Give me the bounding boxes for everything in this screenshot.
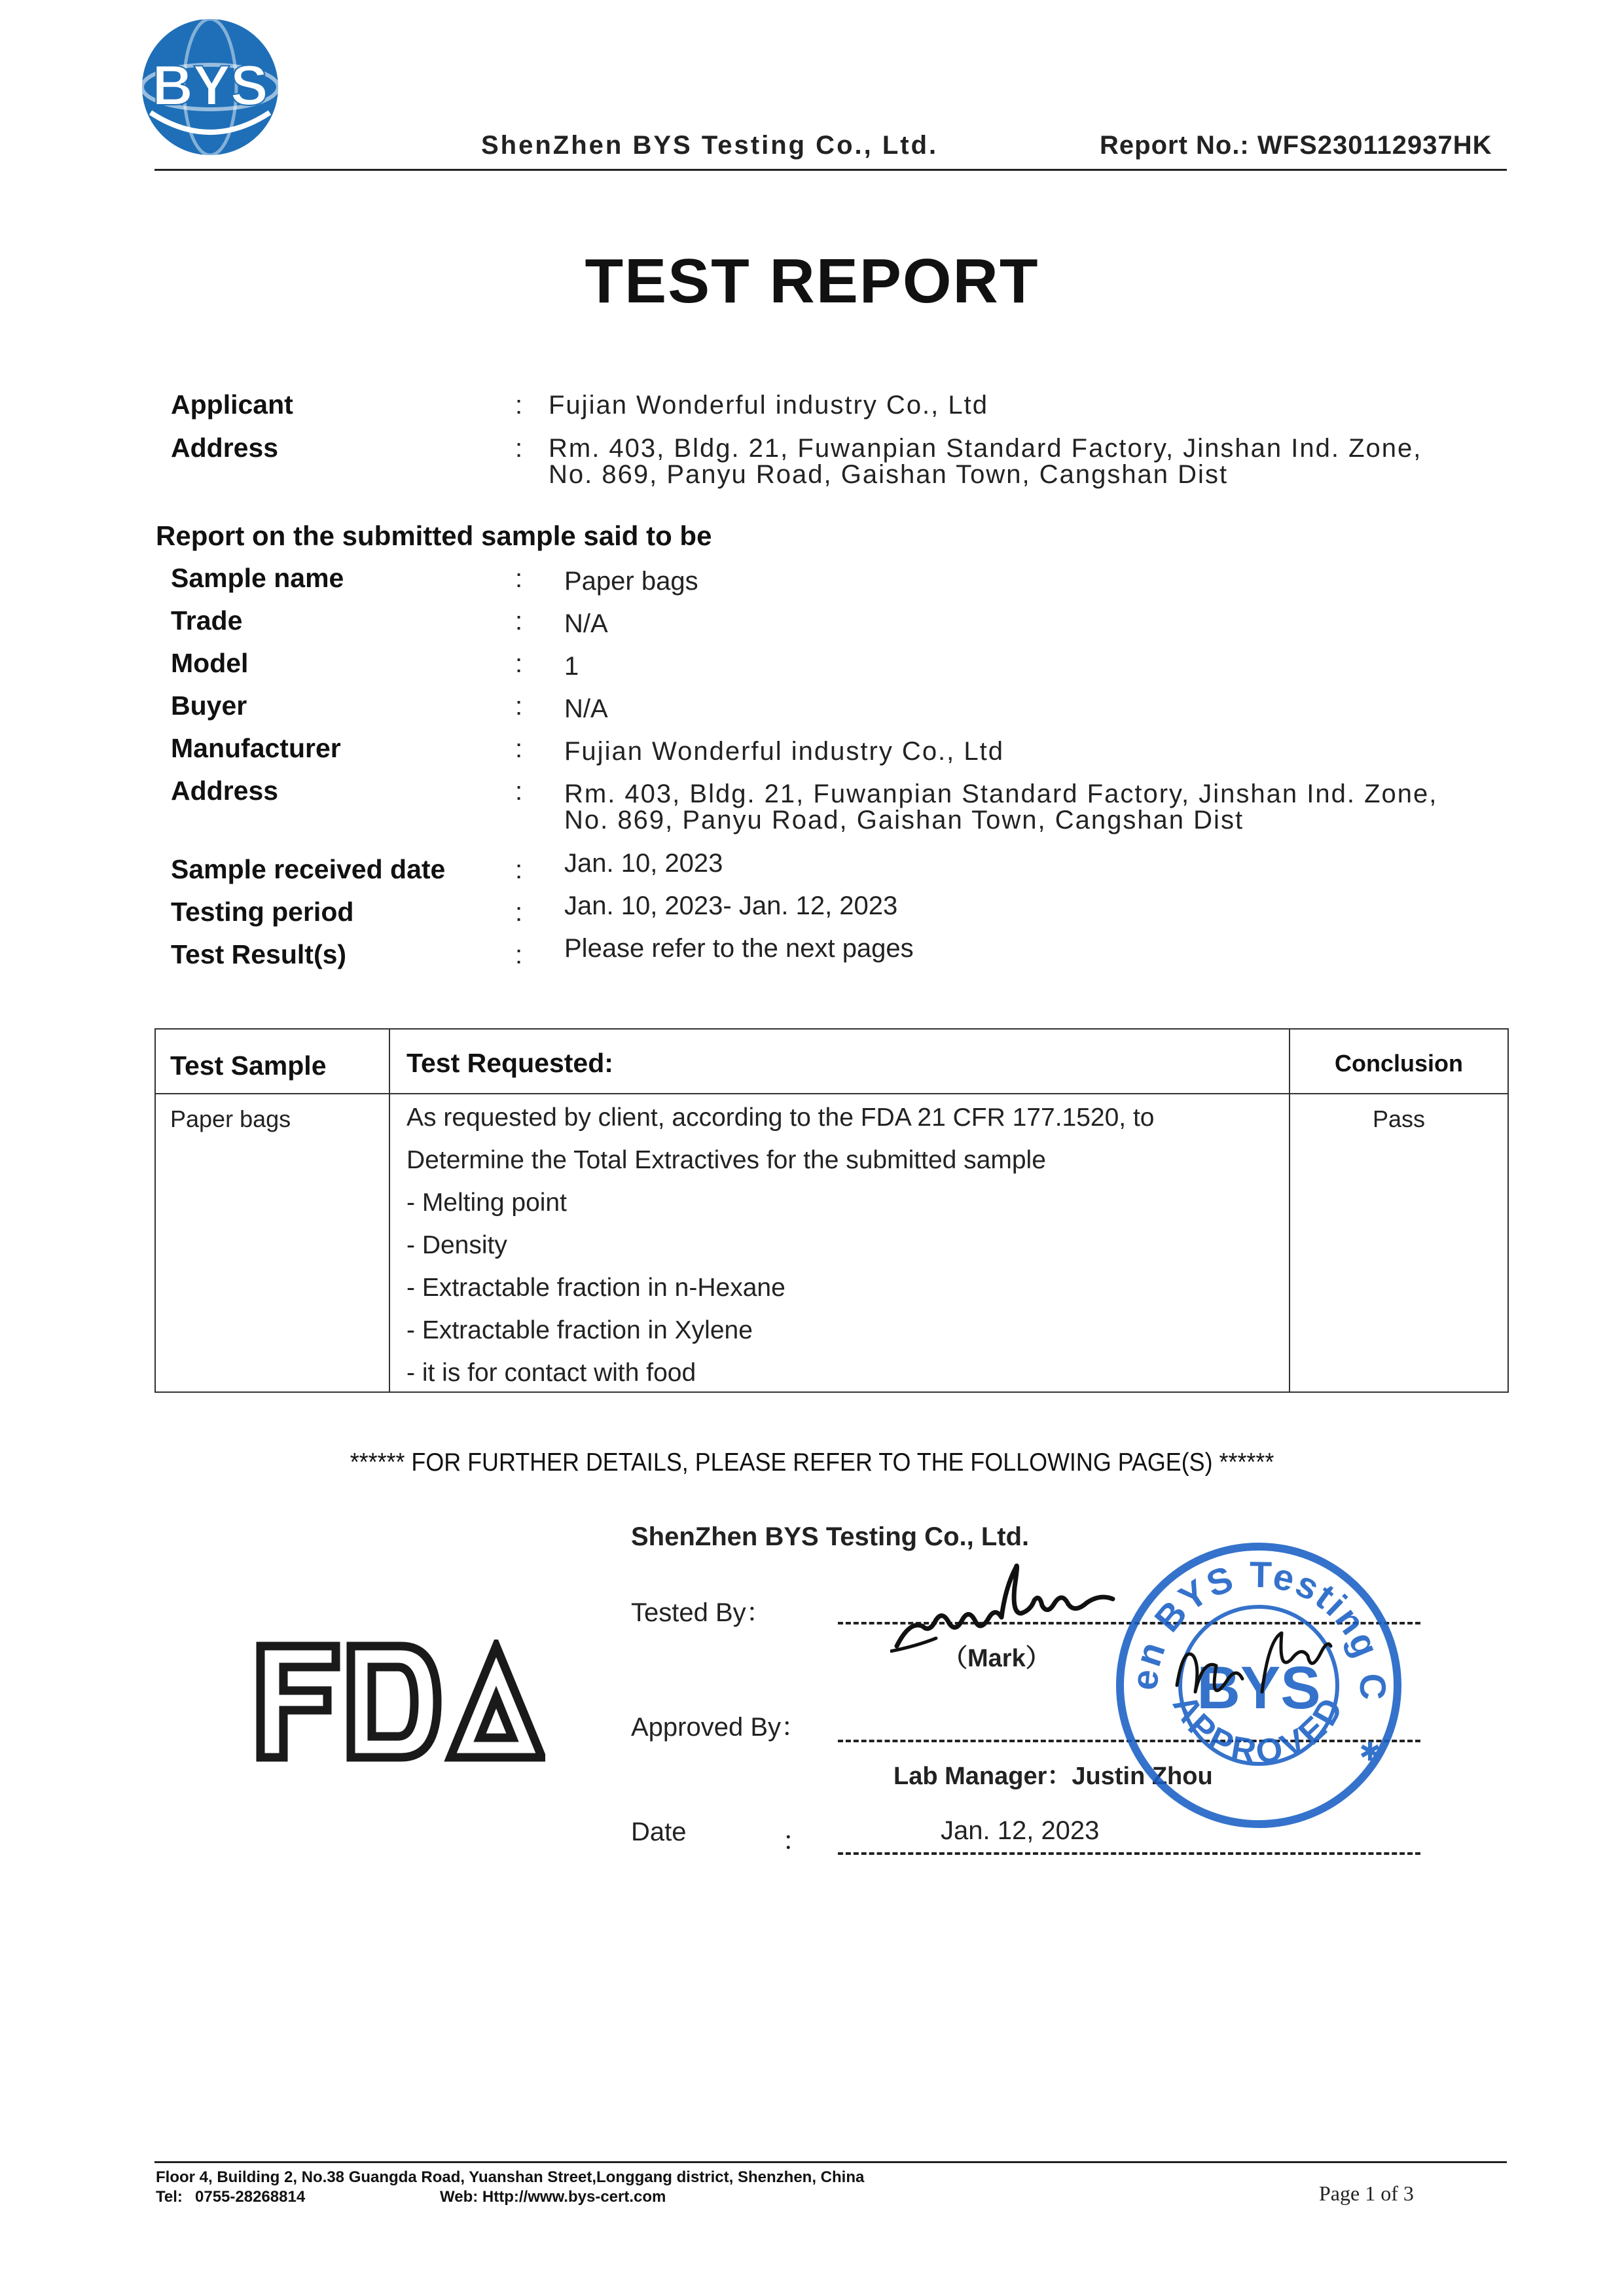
received-date-label: Sample received date bbox=[171, 854, 446, 884]
table-divider bbox=[156, 1093, 1507, 1094]
date-colon: ： bbox=[782, 1827, 808, 1856]
colon: : bbox=[515, 777, 523, 806]
tested-by-label: Tested By： bbox=[631, 1598, 772, 1627]
date-value: Jan. 12, 2023 bbox=[941, 1816, 1100, 1845]
sample-name-value: Paper bags bbox=[564, 567, 698, 596]
model-label: Model bbox=[171, 648, 249, 678]
manufacturer-label: Manufacturer bbox=[171, 733, 341, 763]
column-header-test-sample: Test Sample bbox=[170, 1050, 327, 1081]
requested-line: As requested by client, according to the FDA 21 CFR 177.1520, to bbox=[406, 1103, 1155, 1132]
tester-mark: （Mark） bbox=[943, 1645, 1051, 1672]
applicant-address-label: Address bbox=[171, 433, 279, 463]
colon: : bbox=[515, 692, 523, 721]
test-result-label: Test Result(s) bbox=[171, 939, 347, 969]
colon: : bbox=[515, 734, 523, 763]
lab-manager: Lab Manager：Justin Zhou bbox=[893, 1763, 1213, 1790]
footer-tel: 0755-28268814 bbox=[195, 2188, 306, 2206]
applicant-value: Fujian Wonderful industry Co., Ltd bbox=[549, 391, 989, 420]
column-header-conclusion: Conclusion bbox=[1335, 1050, 1463, 1077]
stamp-approved-text: APPROVED bbox=[1164, 1689, 1353, 1772]
date-line bbox=[838, 1852, 1420, 1855]
colon: : bbox=[515, 898, 523, 927]
header-divider bbox=[154, 169, 1507, 171]
footer-web: Web: Http://www.bys-cert.com bbox=[440, 2188, 666, 2206]
colon: : bbox=[515, 941, 523, 969]
requested-line: - Extractable fraction in n-Hexane bbox=[406, 1274, 785, 1302]
row-test-sample: Paper bags bbox=[170, 1105, 291, 1132]
manufacturer-address-line2: No. 869, Panyu Road, Gaishan Town, Cangshan Dist bbox=[564, 806, 1244, 834]
fda-logo bbox=[254, 1640, 545, 1764]
tester-signature bbox=[890, 1548, 1126, 1653]
colon: : bbox=[515, 855, 523, 884]
model-value: 1 bbox=[564, 652, 579, 681]
stamp-ring-text: en BYS Testing C bbox=[1123, 1553, 1394, 1702]
requested-line: - Melting point bbox=[406, 1189, 567, 1217]
footer-tel-label: Tel: bbox=[156, 2188, 183, 2206]
header-company-name: ShenZhen BYS Testing Co., Ltd. bbox=[481, 131, 939, 160]
report-number-label: Report No.: bbox=[1100, 131, 1250, 160]
results-table bbox=[154, 1028, 1509, 1393]
stamp-center-text: BYS bbox=[1197, 1655, 1321, 1721]
trade-value: N/A bbox=[564, 609, 608, 638]
requested-line: Determine the Total Extractives for the submitted sample bbox=[406, 1146, 1046, 1174]
requested-line: - Density bbox=[406, 1231, 507, 1259]
requested-line: - Extractable fraction in Xylene bbox=[406, 1316, 753, 1344]
colon: : bbox=[515, 434, 523, 463]
bys-logo-text: BYS bbox=[152, 54, 268, 117]
buyer-value: N/A bbox=[564, 694, 608, 723]
testing-period-value: Jan. 10, 2023- Jan. 12, 2023 bbox=[564, 891, 898, 920]
page-number: Page 1 of 3 bbox=[1319, 2181, 1414, 2205]
bys-logo bbox=[137, 14, 283, 160]
testing-period-label: Testing period bbox=[171, 897, 354, 927]
received-date-value: Jan. 10, 2023 bbox=[564, 849, 723, 878]
approved-by-label: Approved By： bbox=[631, 1713, 808, 1742]
row-conclusion: Pass bbox=[1372, 1105, 1426, 1132]
manufacturer-address-label: Address bbox=[171, 776, 279, 806]
table-divider bbox=[1289, 1030, 1290, 1391]
svg-text:✱: ✱ bbox=[1359, 1738, 1381, 1767]
buyer-label: Buyer bbox=[171, 691, 247, 721]
report-number-value: WFS230112937HK bbox=[1257, 131, 1492, 160]
colon: : bbox=[515, 607, 523, 636]
colon: : bbox=[515, 564, 523, 593]
footer-address: Floor 4, Building 2, No.38 Guangda Road, Yuanshan Street,Longgang district, Shenzhen, China bbox=[156, 2168, 865, 2186]
applicant-address-line2: No. 869, Panyu Road, Gaishan Town, Cangshan Dist bbox=[549, 460, 1229, 489]
column-header-test-requested: Test Requested: bbox=[406, 1048, 613, 1078]
trade-label: Trade bbox=[171, 605, 243, 636]
colon: : bbox=[515, 391, 523, 420]
requested-line: - it is for contact with food bbox=[406, 1359, 696, 1387]
sample-section-title: Report on the submitted sample said to be bbox=[156, 520, 712, 551]
approval-stamp bbox=[1111, 1541, 1406, 1829]
footer-divider bbox=[154, 2161, 1507, 2163]
report-number bbox=[1100, 131, 1492, 160]
test-result-value: Please refer to the next pages bbox=[564, 934, 914, 963]
manufacturer-address-line1: Rm. 403, Bldg. 21, Fuwanpian Standard Factory, Jinshan Ind. Zone, bbox=[564, 780, 1438, 808]
applicant-label: Applicant bbox=[171, 389, 293, 420]
signature-company: ShenZhen BYS Testing Co., Ltd. bbox=[631, 1522, 1030, 1551]
further-details-note: ****** FOR FURTHER DETAILS, PLEASE REFER TO THE FOLLOWING PAGE(S) ****** bbox=[350, 1448, 1274, 1477]
colon: : bbox=[515, 649, 523, 678]
applicant-address-line1: Rm. 403, Bldg. 21, Fuwanpian Standard Factory, Jinshan Ind. Zone, bbox=[549, 434, 1422, 463]
date-label: Date bbox=[631, 1818, 687, 1846]
page-title: TEST REPORT bbox=[585, 246, 1039, 316]
manufacturer-value: Fujian Wonderful industry Co., Ltd bbox=[564, 737, 1005, 766]
sample-name-label: Sample name bbox=[171, 563, 344, 593]
table-divider bbox=[389, 1030, 390, 1391]
